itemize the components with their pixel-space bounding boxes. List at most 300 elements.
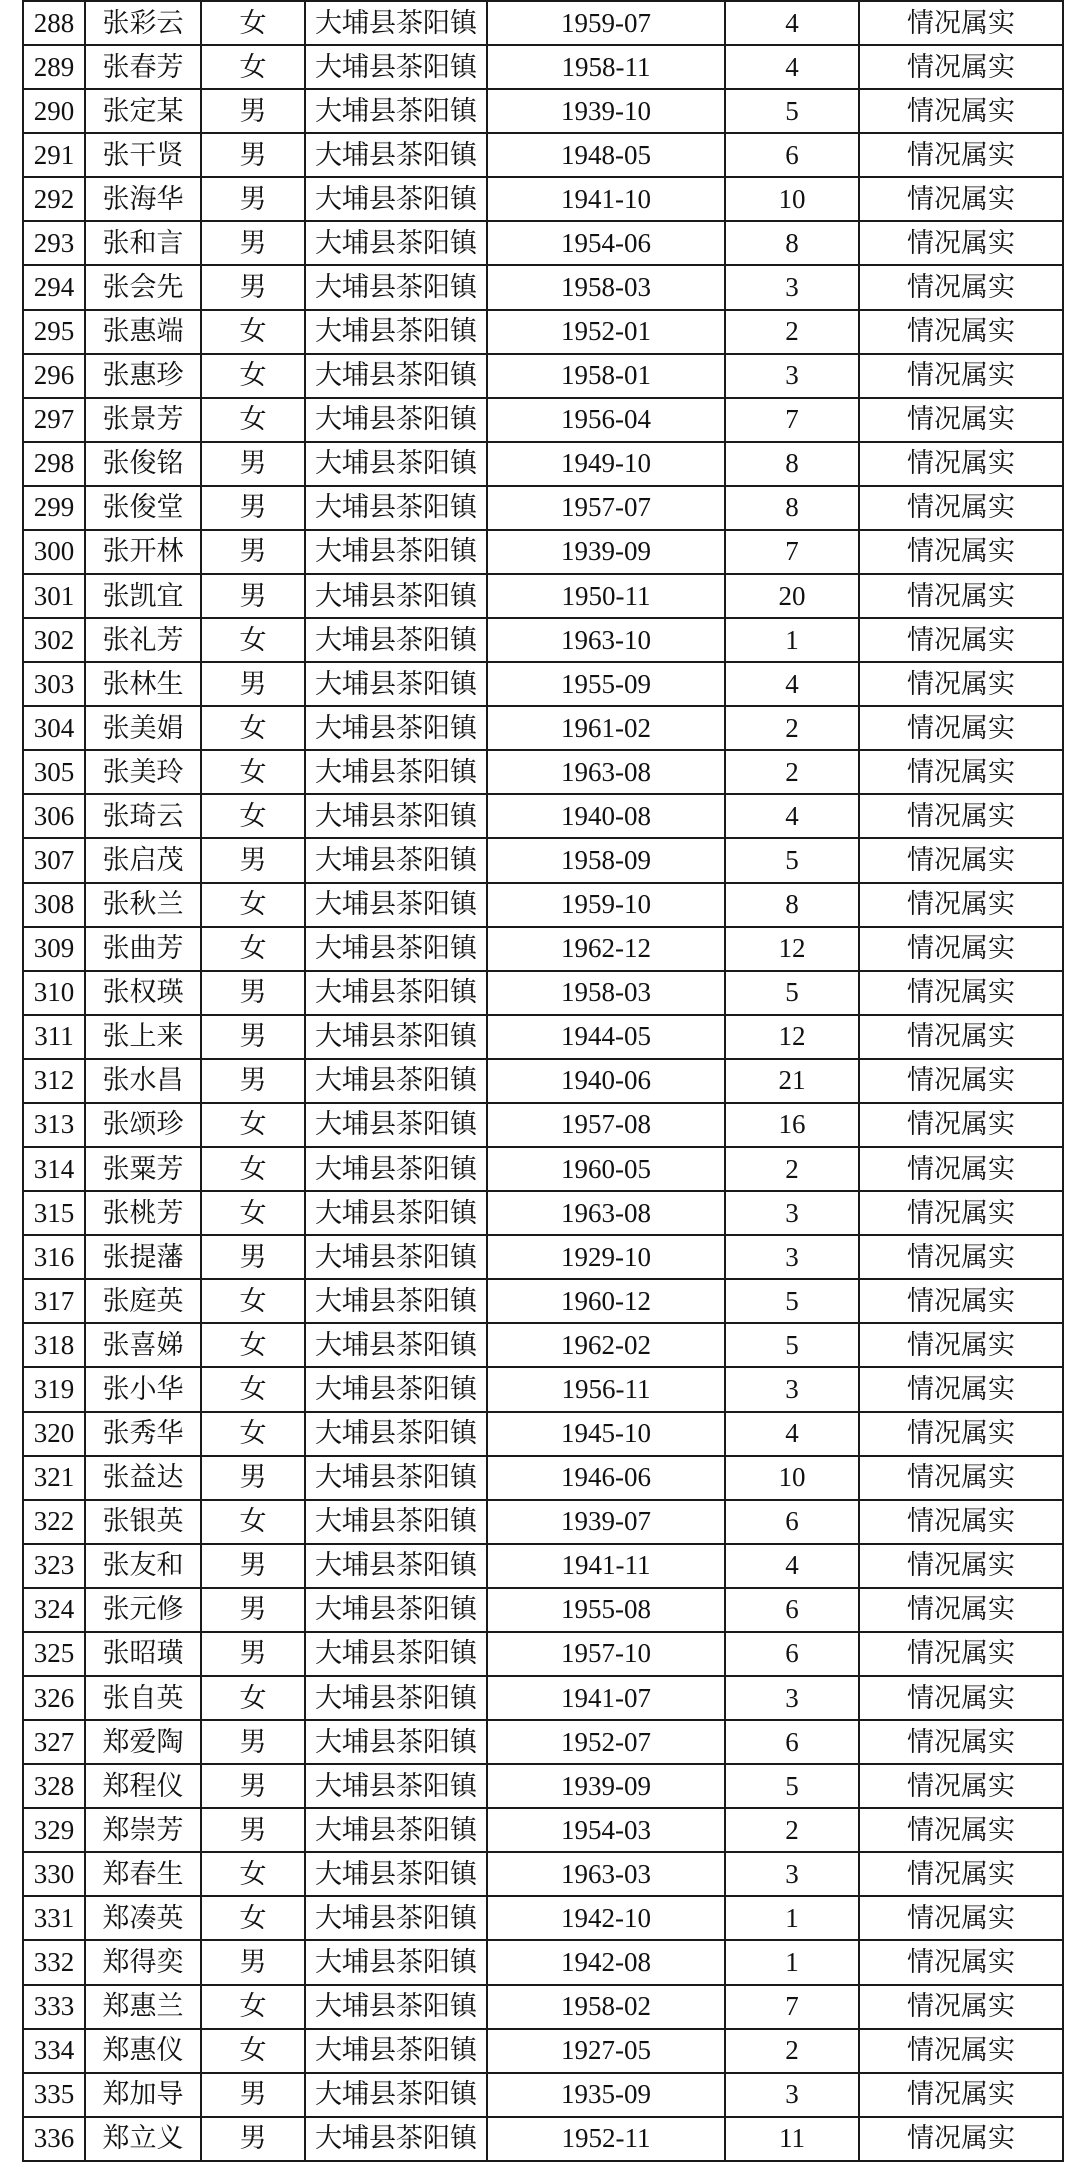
name-cell: 张俊堂 xyxy=(85,486,201,530)
place-cell: 大埔县茶阳镇 xyxy=(305,310,487,354)
years-cell: 3 xyxy=(725,1367,859,1411)
sex-cell: 男 xyxy=(201,1059,305,1103)
row-number-cell: 336 xyxy=(23,2117,85,2161)
row-number-cell: 317 xyxy=(23,1279,85,1323)
status-cell: 情况属实 xyxy=(859,618,1063,662)
date-cell: 1940-08 xyxy=(487,794,725,838)
date-cell: 1935-09 xyxy=(487,2073,725,2117)
table-row xyxy=(23,1456,1063,1500)
status-cell: 情况属实 xyxy=(859,2117,1063,2161)
sex-cell: 男 xyxy=(201,1808,305,1852)
table-row xyxy=(23,354,1063,398)
status-cell: 情况属实 xyxy=(859,1588,1063,1632)
table-row xyxy=(23,398,1063,442)
place-cell: 大埔县茶阳镇 xyxy=(305,838,487,882)
place-cell: 大埔县茶阳镇 xyxy=(305,1808,487,1852)
status-cell: 情况属实 xyxy=(859,1676,1063,1720)
sex-cell: 女 xyxy=(201,2029,305,2073)
place-cell: 大埔县茶阳镇 xyxy=(305,89,487,133)
years-cell: 3 xyxy=(725,1191,859,1235)
roster-body xyxy=(23,1,1063,2161)
status-cell: 情况属实 xyxy=(859,574,1063,618)
row-number-cell: 314 xyxy=(23,1147,85,1191)
sex-cell: 男 xyxy=(201,662,305,706)
table-row xyxy=(23,177,1063,221)
place-cell: 大埔县茶阳镇 xyxy=(305,618,487,662)
row-number-cell: 329 xyxy=(23,1808,85,1852)
row-number-cell: 295 xyxy=(23,310,85,354)
place-cell: 大埔县茶阳镇 xyxy=(305,1852,487,1896)
years-cell: 6 xyxy=(725,133,859,177)
table-row xyxy=(23,1147,1063,1191)
sex-cell: 男 xyxy=(201,1720,305,1764)
roster-table xyxy=(22,0,1064,2162)
table-row xyxy=(23,45,1063,89)
date-cell: 1962-02 xyxy=(487,1323,725,1367)
row-number-cell: 306 xyxy=(23,794,85,838)
table-row xyxy=(23,2029,1063,2073)
name-cell: 张琦云 xyxy=(85,794,201,838)
years-cell: 20 xyxy=(725,574,859,618)
status-cell: 情况属实 xyxy=(859,265,1063,309)
name-cell: 张景芳 xyxy=(85,398,201,442)
date-cell: 1958-11 xyxy=(487,45,725,89)
sex-cell: 女 xyxy=(201,1676,305,1720)
name-cell: 张自英 xyxy=(85,1676,201,1720)
table-row xyxy=(23,265,1063,309)
row-number-cell: 318 xyxy=(23,1323,85,1367)
place-cell: 大埔县茶阳镇 xyxy=(305,1632,487,1676)
place-cell: 大埔县茶阳镇 xyxy=(305,1412,487,1456)
place-cell: 大埔县茶阳镇 xyxy=(305,1279,487,1323)
row-number-cell: 325 xyxy=(23,1632,85,1676)
status-cell: 情况属实 xyxy=(859,530,1063,574)
place-cell: 大埔县茶阳镇 xyxy=(305,971,487,1015)
name-cell: 张俊铭 xyxy=(85,442,201,486)
place-cell: 大埔县茶阳镇 xyxy=(305,1,487,45)
sex-cell: 男 xyxy=(201,1940,305,1984)
table-row xyxy=(23,1015,1063,1059)
table-row xyxy=(23,1191,1063,1235)
place-cell: 大埔县茶阳镇 xyxy=(305,2029,487,2073)
status-cell: 情况属实 xyxy=(859,354,1063,398)
row-number-cell: 299 xyxy=(23,486,85,530)
name-cell: 张海华 xyxy=(85,177,201,221)
sex-cell: 男 xyxy=(201,530,305,574)
row-number-cell: 322 xyxy=(23,1500,85,1544)
date-cell: 1959-10 xyxy=(487,883,725,927)
status-cell: 情况属实 xyxy=(859,1456,1063,1500)
table-row xyxy=(23,1764,1063,1808)
place-cell: 大埔县茶阳镇 xyxy=(305,927,487,971)
name-cell: 张春芳 xyxy=(85,45,201,89)
status-cell: 情况属实 xyxy=(859,1367,1063,1411)
name-cell: 张水昌 xyxy=(85,1059,201,1103)
row-number-cell: 293 xyxy=(23,221,85,265)
name-cell: 张元修 xyxy=(85,1588,201,1632)
date-cell: 1960-12 xyxy=(487,1279,725,1323)
table-row xyxy=(23,1940,1063,1984)
status-cell: 情况属实 xyxy=(859,706,1063,750)
status-cell: 情况属实 xyxy=(859,971,1063,1015)
date-cell: 1963-03 xyxy=(487,1852,725,1896)
status-cell: 情况属实 xyxy=(859,2029,1063,2073)
date-cell: 1963-08 xyxy=(487,750,725,794)
years-cell: 6 xyxy=(725,1500,859,1544)
sex-cell: 男 xyxy=(201,574,305,618)
row-number-cell: 331 xyxy=(23,1896,85,1940)
name-cell: 郑惠仪 xyxy=(85,2029,201,2073)
document-page xyxy=(22,0,1072,2168)
date-cell: 1939-09 xyxy=(487,530,725,574)
date-cell: 1942-08 xyxy=(487,1940,725,1984)
table-row xyxy=(23,574,1063,618)
years-cell: 3 xyxy=(725,1235,859,1279)
place-cell: 大埔县茶阳镇 xyxy=(305,265,487,309)
date-cell: 1963-10 xyxy=(487,618,725,662)
table-row xyxy=(23,486,1063,530)
status-cell: 情况属实 xyxy=(859,1,1063,45)
status-cell: 情况属实 xyxy=(859,1808,1063,1852)
status-cell: 情况属实 xyxy=(859,1544,1063,1588)
place-cell: 大埔县茶阳镇 xyxy=(305,1367,487,1411)
place-cell: 大埔县茶阳镇 xyxy=(305,442,487,486)
row-number-cell: 334 xyxy=(23,2029,85,2073)
table-row xyxy=(23,1323,1063,1367)
name-cell: 张银英 xyxy=(85,1500,201,1544)
date-cell: 1927-05 xyxy=(487,2029,725,2073)
years-cell: 11 xyxy=(725,2117,859,2161)
table-row xyxy=(23,1544,1063,1588)
place-cell: 大埔县茶阳镇 xyxy=(305,750,487,794)
table-row xyxy=(23,1720,1063,1764)
row-number-cell: 312 xyxy=(23,1059,85,1103)
date-cell: 1946-06 xyxy=(487,1456,725,1500)
date-cell: 1939-09 xyxy=(487,1764,725,1808)
name-cell: 郑加导 xyxy=(85,2073,201,2117)
place-cell: 大埔县茶阳镇 xyxy=(305,1059,487,1103)
table-row xyxy=(23,1059,1063,1103)
table-row xyxy=(23,1500,1063,1544)
name-cell: 郑春生 xyxy=(85,1852,201,1896)
sex-cell: 男 xyxy=(201,1632,305,1676)
place-cell: 大埔县茶阳镇 xyxy=(305,1588,487,1632)
row-number-cell: 301 xyxy=(23,574,85,618)
sex-cell: 男 xyxy=(201,838,305,882)
status-cell: 情况属实 xyxy=(859,310,1063,354)
status-cell: 情况属实 xyxy=(859,177,1063,221)
table-row xyxy=(23,706,1063,750)
years-cell: 7 xyxy=(725,398,859,442)
sex-cell: 女 xyxy=(201,794,305,838)
table-row xyxy=(23,2117,1063,2161)
years-cell: 2 xyxy=(725,706,859,750)
sex-cell: 男 xyxy=(201,177,305,221)
table-row xyxy=(23,750,1063,794)
sex-cell: 女 xyxy=(201,1412,305,1456)
row-number-cell: 300 xyxy=(23,530,85,574)
date-cell: 1949-10 xyxy=(487,442,725,486)
sex-cell: 男 xyxy=(201,221,305,265)
place-cell: 大埔县茶阳镇 xyxy=(305,221,487,265)
row-number-cell: 315 xyxy=(23,1191,85,1235)
years-cell: 5 xyxy=(725,89,859,133)
status-cell: 情况属实 xyxy=(859,89,1063,133)
date-cell: 1941-07 xyxy=(487,1676,725,1720)
sex-cell: 男 xyxy=(201,133,305,177)
table-row xyxy=(23,530,1063,574)
name-cell: 张开林 xyxy=(85,530,201,574)
status-cell: 情况属实 xyxy=(859,1412,1063,1456)
table-row xyxy=(23,927,1063,971)
row-number-cell: 303 xyxy=(23,662,85,706)
sex-cell: 女 xyxy=(201,1323,305,1367)
years-cell: 7 xyxy=(725,1985,859,2029)
years-cell: 21 xyxy=(725,1059,859,1103)
sex-cell: 女 xyxy=(201,750,305,794)
status-cell: 情况属实 xyxy=(859,750,1063,794)
name-cell: 张友和 xyxy=(85,1544,201,1588)
status-cell: 情况属实 xyxy=(859,1279,1063,1323)
date-cell: 1961-02 xyxy=(487,706,725,750)
name-cell: 张颂珍 xyxy=(85,1103,201,1147)
sex-cell: 女 xyxy=(201,1191,305,1235)
place-cell: 大埔县茶阳镇 xyxy=(305,1015,487,1059)
place-cell: 大埔县茶阳镇 xyxy=(305,1191,487,1235)
date-cell: 1929-10 xyxy=(487,1235,725,1279)
row-number-cell: 328 xyxy=(23,1764,85,1808)
row-number-cell: 335 xyxy=(23,2073,85,2117)
date-cell: 1954-03 xyxy=(487,1808,725,1852)
row-number-cell: 324 xyxy=(23,1588,85,1632)
place-cell: 大埔县茶阳镇 xyxy=(305,1940,487,1984)
status-cell: 情况属实 xyxy=(859,221,1063,265)
status-cell: 情况属实 xyxy=(859,1500,1063,1544)
name-cell: 张提藩 xyxy=(85,1235,201,1279)
years-cell: 6 xyxy=(725,1588,859,1632)
row-number-cell: 294 xyxy=(23,265,85,309)
date-cell: 1948-05 xyxy=(487,133,725,177)
place-cell: 大埔县茶阳镇 xyxy=(305,45,487,89)
table-row xyxy=(23,1,1063,45)
sex-cell: 女 xyxy=(201,1147,305,1191)
name-cell: 张秀华 xyxy=(85,1412,201,1456)
date-cell: 1962-12 xyxy=(487,927,725,971)
row-number-cell: 327 xyxy=(23,1720,85,1764)
table-row xyxy=(23,1367,1063,1411)
years-cell: 8 xyxy=(725,883,859,927)
place-cell: 大埔县茶阳镇 xyxy=(305,177,487,221)
table-row xyxy=(23,1852,1063,1896)
date-cell: 1958-02 xyxy=(487,1985,725,2029)
date-cell: 1958-09 xyxy=(487,838,725,882)
row-number-cell: 292 xyxy=(23,177,85,221)
place-cell: 大埔县茶阳镇 xyxy=(305,354,487,398)
years-cell: 1 xyxy=(725,1896,859,1940)
place-cell: 大埔县茶阳镇 xyxy=(305,662,487,706)
row-number-cell: 330 xyxy=(23,1852,85,1896)
sex-cell: 女 xyxy=(201,1279,305,1323)
sex-cell: 男 xyxy=(201,442,305,486)
date-cell: 1944-05 xyxy=(487,1015,725,1059)
table-row xyxy=(23,1103,1063,1147)
sex-cell: 男 xyxy=(201,265,305,309)
sex-cell: 男 xyxy=(201,89,305,133)
name-cell: 张干贤 xyxy=(85,133,201,177)
row-number-cell: 311 xyxy=(23,1015,85,1059)
status-cell: 情况属实 xyxy=(859,927,1063,971)
table-row xyxy=(23,794,1063,838)
place-cell: 大埔县茶阳镇 xyxy=(305,1676,487,1720)
name-cell: 张益达 xyxy=(85,1456,201,1500)
date-cell: 1945-10 xyxy=(487,1412,725,1456)
years-cell: 3 xyxy=(725,2073,859,2117)
years-cell: 5 xyxy=(725,971,859,1015)
sex-cell: 男 xyxy=(201,1456,305,1500)
years-cell: 3 xyxy=(725,1676,859,1720)
row-number-cell: 302 xyxy=(23,618,85,662)
name-cell: 郑惠兰 xyxy=(85,1985,201,2029)
table-row xyxy=(23,883,1063,927)
sex-cell: 女 xyxy=(201,883,305,927)
row-number-cell: 298 xyxy=(23,442,85,486)
years-cell: 12 xyxy=(725,1015,859,1059)
date-cell: 1958-01 xyxy=(487,354,725,398)
name-cell: 张喜娣 xyxy=(85,1323,201,1367)
row-number-cell: 304 xyxy=(23,706,85,750)
table-row xyxy=(23,618,1063,662)
sex-cell: 女 xyxy=(201,927,305,971)
row-number-cell: 321 xyxy=(23,1456,85,1500)
sex-cell: 男 xyxy=(201,1764,305,1808)
place-cell: 大埔县茶阳镇 xyxy=(305,1235,487,1279)
table-row xyxy=(23,1808,1063,1852)
years-cell: 5 xyxy=(725,1279,859,1323)
date-cell: 1952-01 xyxy=(487,310,725,354)
name-cell: 郑爱陶 xyxy=(85,1720,201,1764)
row-number-cell: 297 xyxy=(23,398,85,442)
sex-cell: 女 xyxy=(201,618,305,662)
table-row xyxy=(23,1412,1063,1456)
table-row xyxy=(23,221,1063,265)
sex-cell: 女 xyxy=(201,1103,305,1147)
sex-cell: 女 xyxy=(201,1852,305,1896)
row-number-cell: 305 xyxy=(23,750,85,794)
status-cell: 情况属实 xyxy=(859,486,1063,530)
years-cell: 6 xyxy=(725,1632,859,1676)
sex-cell: 男 xyxy=(201,1588,305,1632)
place-cell: 大埔县茶阳镇 xyxy=(305,530,487,574)
row-number-cell: 308 xyxy=(23,883,85,927)
status-cell: 情况属实 xyxy=(859,883,1063,927)
name-cell: 张林生 xyxy=(85,662,201,706)
status-cell: 情况属实 xyxy=(859,1147,1063,1191)
years-cell: 12 xyxy=(725,927,859,971)
sex-cell: 男 xyxy=(201,486,305,530)
date-cell: 1956-11 xyxy=(487,1367,725,1411)
status-cell: 情况属实 xyxy=(859,1940,1063,1984)
place-cell: 大埔县茶阳镇 xyxy=(305,1544,487,1588)
name-cell: 张启茂 xyxy=(85,838,201,882)
status-cell: 情况属实 xyxy=(859,1323,1063,1367)
date-cell: 1958-03 xyxy=(487,971,725,1015)
row-number-cell: 333 xyxy=(23,1985,85,2029)
row-number-cell: 323 xyxy=(23,1544,85,1588)
date-cell: 1957-10 xyxy=(487,1632,725,1676)
status-cell: 情况属实 xyxy=(859,1896,1063,1940)
status-cell: 情况属实 xyxy=(859,1103,1063,1147)
place-cell: 大埔县茶阳镇 xyxy=(305,1323,487,1367)
status-cell: 情况属实 xyxy=(859,1852,1063,1896)
place-cell: 大埔县茶阳镇 xyxy=(305,133,487,177)
name-cell: 郑程仪 xyxy=(85,1764,201,1808)
place-cell: 大埔县茶阳镇 xyxy=(305,1896,487,1940)
date-cell: 1939-10 xyxy=(487,89,725,133)
status-cell: 情况属实 xyxy=(859,442,1063,486)
row-number-cell: 326 xyxy=(23,1676,85,1720)
sex-cell: 女 xyxy=(201,1,305,45)
place-cell: 大埔县茶阳镇 xyxy=(305,2073,487,2117)
date-cell: 1941-10 xyxy=(487,177,725,221)
years-cell: 7 xyxy=(725,530,859,574)
name-cell: 张会先 xyxy=(85,265,201,309)
years-cell: 2 xyxy=(725,2029,859,2073)
date-cell: 1940-06 xyxy=(487,1059,725,1103)
status-cell: 情况属实 xyxy=(859,1015,1063,1059)
sex-cell: 男 xyxy=(201,971,305,1015)
row-number-cell: 316 xyxy=(23,1235,85,1279)
status-cell: 情况属实 xyxy=(859,1191,1063,1235)
years-cell: 10 xyxy=(725,1456,859,1500)
table-row xyxy=(23,1632,1063,1676)
years-cell: 8 xyxy=(725,442,859,486)
name-cell: 张惠端 xyxy=(85,310,201,354)
row-number-cell: 320 xyxy=(23,1412,85,1456)
years-cell: 4 xyxy=(725,45,859,89)
status-cell: 情况属实 xyxy=(859,133,1063,177)
row-number-cell: 289 xyxy=(23,45,85,89)
table-row xyxy=(23,89,1063,133)
sex-cell: 女 xyxy=(201,1367,305,1411)
row-number-cell: 307 xyxy=(23,838,85,882)
date-cell: 1955-09 xyxy=(487,662,725,706)
years-cell: 6 xyxy=(725,1720,859,1764)
years-cell: 2 xyxy=(725,1808,859,1852)
row-number-cell: 288 xyxy=(23,1,85,45)
place-cell: 大埔县茶阳镇 xyxy=(305,794,487,838)
name-cell: 张礼芳 xyxy=(85,618,201,662)
years-cell: 16 xyxy=(725,1103,859,1147)
sex-cell: 女 xyxy=(201,45,305,89)
status-cell: 情况属实 xyxy=(859,838,1063,882)
place-cell: 大埔县茶阳镇 xyxy=(305,1103,487,1147)
status-cell: 情况属实 xyxy=(859,662,1063,706)
years-cell: 4 xyxy=(725,1,859,45)
table-row xyxy=(23,971,1063,1015)
date-cell: 1963-08 xyxy=(487,1191,725,1235)
row-number-cell: 309 xyxy=(23,927,85,971)
status-cell: 情况属实 xyxy=(859,1059,1063,1103)
name-cell: 张美娟 xyxy=(85,706,201,750)
years-cell: 4 xyxy=(725,1544,859,1588)
sex-cell: 男 xyxy=(201,2117,305,2161)
name-cell: 张粟芳 xyxy=(85,1147,201,1191)
name-cell: 张小华 xyxy=(85,1367,201,1411)
date-cell: 1939-07 xyxy=(487,1500,725,1544)
name-cell: 郑立义 xyxy=(85,2117,201,2161)
name-cell: 郑凑英 xyxy=(85,1896,201,1940)
date-cell: 1956-04 xyxy=(487,398,725,442)
